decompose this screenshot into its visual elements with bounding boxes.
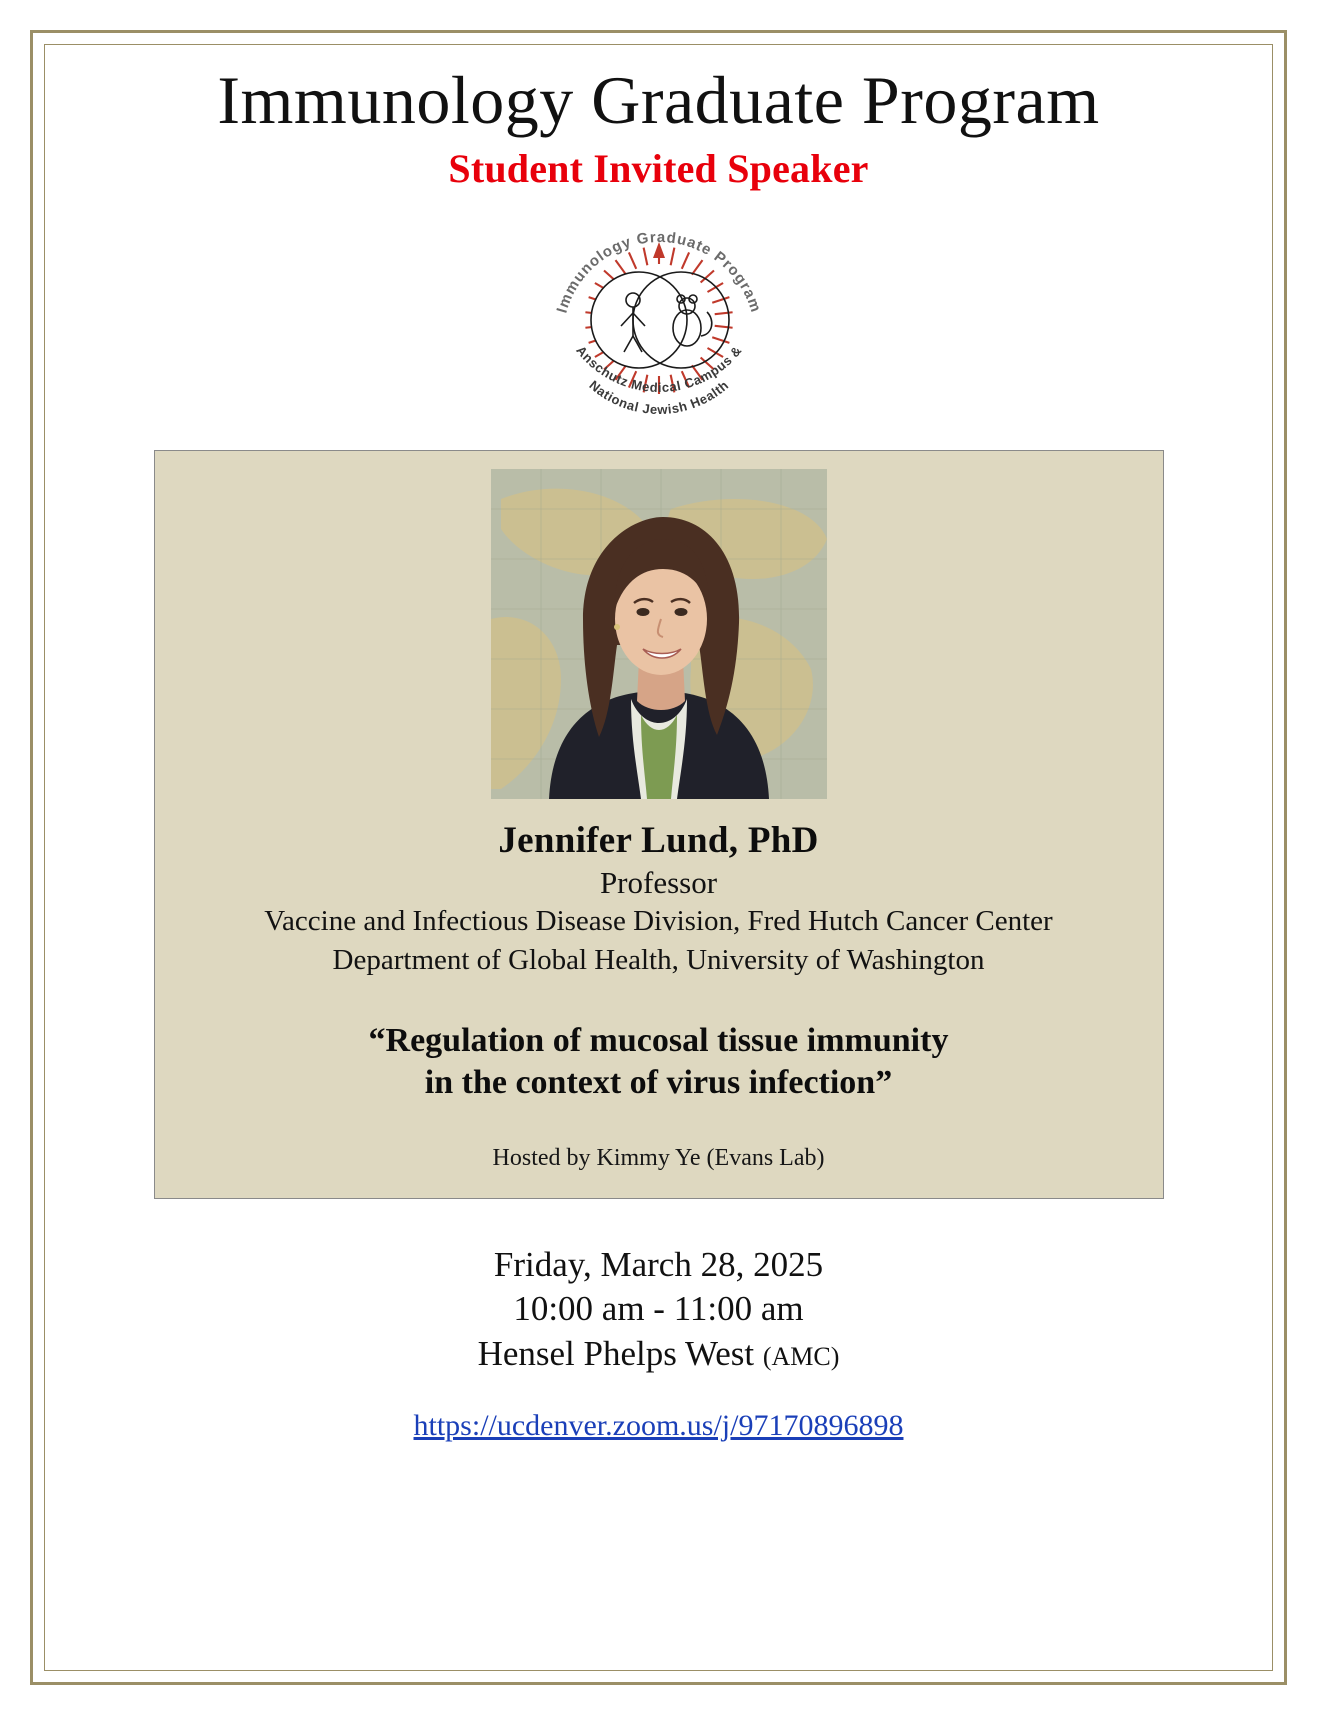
logo-top-arc-text: Immunology Graduate Program	[553, 229, 764, 316]
logo-bottom-arc-text-1: Anschutz Medical Campus &	[572, 343, 745, 396]
page-subtitle: Student Invited Speaker	[448, 146, 869, 192]
event-location-main: Hensel Phelps West	[477, 1334, 763, 1374]
speaker-role: Professor	[599, 865, 718, 901]
speaker-photo-container	[175, 469, 1143, 799]
immunology-program-logo	[529, 212, 789, 428]
logo-bottom-arc-text-2: National Jewish Health	[585, 377, 732, 418]
speaker-panel	[154, 450, 1164, 1198]
event-location-suffix: (AMC)	[762, 1342, 840, 1372]
talk-title-line-2: in the context of virus infection”	[424, 1064, 893, 1102]
event-date: Friday, March 28, 2025	[493, 1244, 824, 1284]
speaker-photo	[491, 469, 827, 799]
event-details	[60, 1243, 1257, 1443]
host-line: Hosted by Kimmy Ye (Evans Lab)	[492, 1144, 825, 1171]
event-time: 10:00 am - 11:00 am	[513, 1289, 804, 1329]
talk-title	[175, 1020, 1143, 1105]
speaker-affiliation-line-2: Department of Global Health, University of Washington	[332, 944, 985, 977]
page-content	[60, 56, 1257, 1659]
zoom-link[interactable]: https://ucdenver.zoom.us/j/97170896898	[413, 1408, 904, 1442]
speaker-name: Jennifer Lund, PhD	[498, 820, 819, 862]
speaker-affiliation-line-1: Vaccine and Infectious Disease Division, Fred Hutch Cancer Center	[264, 905, 1053, 938]
page-title: Immunology Graduate Program	[217, 62, 1100, 138]
logo-container	[60, 212, 1257, 428]
talk-title-line-1: “Regulation of mucosal tissue immunity	[368, 1021, 949, 1059]
event-location	[60, 1332, 1257, 1377]
